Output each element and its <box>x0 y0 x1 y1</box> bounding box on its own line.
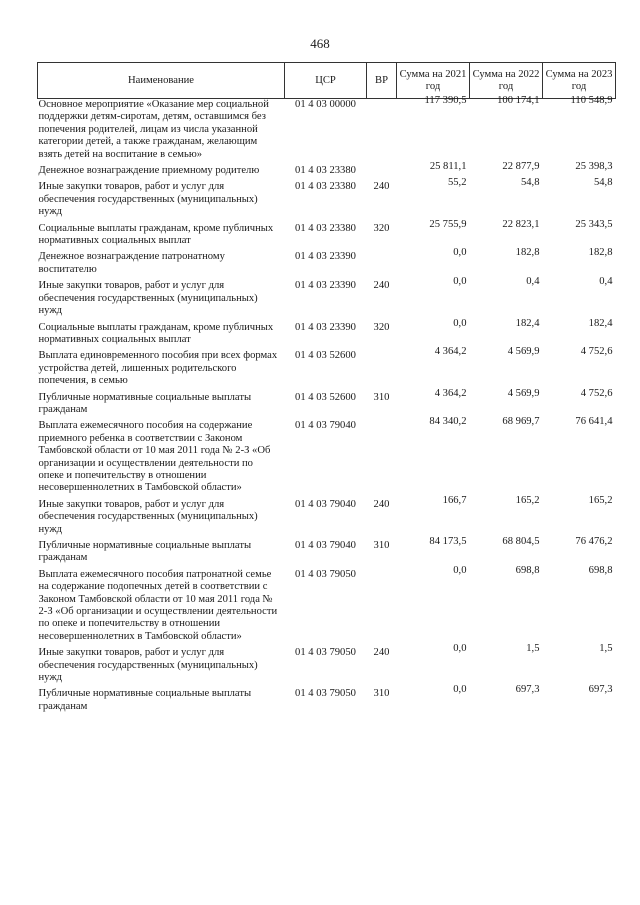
row-sum-2022: 0,4 <box>526 276 540 288</box>
row-name: Публичные нормативные социальные выплаты гражданам <box>38 540 252 564</box>
row-sum-2022: 22 877,9 <box>502 161 540 173</box>
row-sum-2021: 84 173,5 <box>429 536 467 547</box>
header-sum-2021: Сумма на 2021 год <box>397 63 470 99</box>
row-csr: 01 4 03 23390 <box>295 251 356 263</box>
row-sum-2022: 22 823,1 <box>502 218 540 230</box>
row-sum-2021: 166,7 <box>442 494 467 506</box>
row-sum-2021: 4 364,2 <box>434 346 467 358</box>
row-name: Денежное вознаграждение патронатному воспитателю <box>38 251 225 275</box>
row-sum-2023: 25 343,5 <box>575 218 613 230</box>
row-csr: 01 4 03 52600 <box>295 391 356 403</box>
row-sum-2021: 55,2 <box>447 177 467 189</box>
row-name: Социальные выплаты гражданам, кроме публичных нормативных социальных выплат <box>38 321 274 345</box>
row-sum-2023: 54,8 <box>593 177 613 189</box>
row-sum-2022: 1,5 <box>526 643 540 655</box>
header-name: Наименование <box>38 63 285 99</box>
row-csr: 01 4 03 79050 <box>295 688 356 700</box>
row-csr: 01 4 03 00000 <box>295 99 356 110</box>
row-sum-2023: 110 548,9 <box>570 95 613 106</box>
table-row <box>38 181 616 222</box>
row-csr: 01 4 03 79050 <box>295 568 356 580</box>
row-vr: 240 <box>373 181 390 193</box>
row-sum-2022: 100 174,1 <box>497 95 540 106</box>
row-vr: 240 <box>373 647 390 659</box>
row-name: Иные закупки товаров, работ и услуг для обеспечения государственных (муниципальных) нужд <box>38 647 258 684</box>
row-sum-2022: 68 969,7 <box>502 416 540 428</box>
row-sum-2021: 25 755,9 <box>429 218 467 230</box>
row-sum-2021: 25 811,1 <box>429 161 467 173</box>
row-sum-2023: 182,4 <box>588 317 613 329</box>
row-sum-2023: 4 752,6 <box>580 387 613 399</box>
header-vr: ВР <box>367 63 397 99</box>
table-row <box>38 350 616 391</box>
row-sum-2023: 697,3 <box>588 684 613 696</box>
row-vr <box>367 165 397 181</box>
row-sum-2021: 0,0 <box>453 684 467 696</box>
table-row <box>38 569 616 647</box>
row-csr: 01 4 03 23380 <box>295 222 356 234</box>
row-csr: 01 4 03 23380 <box>295 165 356 177</box>
row-vr: 320 <box>373 321 390 333</box>
row-vr: 310 <box>373 540 390 551</box>
row-sum-2021: 0,0 <box>453 317 467 329</box>
row-csr: 01 4 03 23380 <box>295 181 356 193</box>
row-name: Публичные нормативные социальные выплаты гражданам <box>38 391 252 415</box>
row-csr: 01 4 03 52600 <box>295 350 356 362</box>
row-csr: 01 4 03 79040 <box>295 498 356 510</box>
row-vr <box>367 569 397 647</box>
table-row <box>38 688 616 717</box>
row-name: Иные закупки товаров, работ и услуг для обеспечения государственных (муниципальных) нужд <box>38 181 258 218</box>
row-name: Выплата ежемесячного пособия патронатной семье на содержание подопечных детей в соответствии с Законом Тамбовской области от 10 мая 2011 года № 2-З «Об организации и осуществлении деятельности по опеке и попечительству в отношении несовершеннолетних в Тамбовской области» <box>38 568 278 642</box>
row-vr: 240 <box>373 280 390 292</box>
row-sum-2023: 76 641,4 <box>575 416 613 428</box>
row-sum-2022: 4 569,9 <box>507 387 540 399</box>
row-sum-2021: 84 340,2 <box>429 416 467 428</box>
row-sum-2022: 4 569,9 <box>507 346 540 358</box>
header-sum-2022: Сумма на 2022 год <box>470 63 543 99</box>
row-vr: 240 <box>373 498 390 510</box>
row-name: Денежное вознаграждение приемному родителю <box>38 165 260 177</box>
row-sum-2022: 697,3 <box>515 684 540 696</box>
row-sum-2023: 25 398,3 <box>575 161 613 173</box>
row-sum-2021: 117 390,5 <box>424 95 467 106</box>
row-name: Иные закупки товаров, работ и услуг для обеспечения государственных (муниципальных) нужд <box>38 498 258 535</box>
row-sum-2023: 1,5 <box>599 643 613 655</box>
row-sum-2022: 68 804,5 <box>502 536 540 547</box>
header-csr: ЦСР <box>285 63 367 99</box>
budget-table <box>37 62 616 717</box>
row-sum-2022: 182,4 <box>515 317 540 329</box>
row-sum-2021: 4 364,2 <box>434 387 467 399</box>
row-vr <box>367 251 397 280</box>
row-sum-2022: 54,8 <box>520 177 540 189</box>
row-sum-2023: 4 752,6 <box>580 346 613 358</box>
row-name: Выплата единовременного пособия при всех формах устройства детей, лишенных родительского попечения, в семью <box>38 350 278 387</box>
row-sum-2021: 0,0 <box>453 643 467 655</box>
row-sum-2022: 165,2 <box>515 494 540 506</box>
row-sum-2023: 165,2 <box>588 494 613 506</box>
header-sum-2023: Сумма на 2023 год <box>543 63 616 99</box>
row-sum-2023: 182,8 <box>588 247 613 259</box>
row-sum-2023: 698,8 <box>588 564 613 576</box>
row-sum-2023: 76 476,2 <box>575 536 613 547</box>
row-name: Выплата ежемесячного пособия на содержание приемного ребенка в соответствии с Законом Тамбовской области от 10 мая 2011 года № 2-З «Об организации и осуществлении деятельности по опеке и попечительству в отношении несовершеннолетних в Тамбовской области» <box>38 420 271 494</box>
page-number: 468 <box>310 36 330 51</box>
row-vr: 310 <box>373 688 390 700</box>
row-csr: 01 4 03 79040 <box>295 420 356 432</box>
row-sum-2022: 182,8 <box>515 247 540 259</box>
row-vr: 320 <box>373 222 390 234</box>
row-sum-2021: 0,0 <box>453 247 467 259</box>
table-row <box>38 647 616 688</box>
row-csr: 01 4 03 23390 <box>295 280 356 292</box>
table-row <box>38 280 616 321</box>
row-sum-2022: 698,8 <box>515 564 540 576</box>
row-sum-2021: 0,0 <box>453 564 467 576</box>
row-name: Иные закупки товаров, работ и услуг для обеспечения государственных (муниципальных) нужд <box>38 280 258 317</box>
table-row <box>38 499 616 540</box>
row-csr: 01 4 03 79050 <box>295 647 356 659</box>
row-vr: 310 <box>373 391 390 403</box>
row-vr <box>367 99 397 166</box>
table-row <box>38 420 616 498</box>
row-name: Основное мероприятие «Оказание мер социальной поддержки детям-сиротам, детям, оставшимся без попечения родителей, лицам из числа указанной категории детей, а также гражданам, желающим взять детей на воспитание в семью» <box>38 99 269 160</box>
row-sum-2021: 0,0 <box>453 276 467 288</box>
row-vr <box>367 420 397 498</box>
row-sum-2023: 0,4 <box>599 276 613 288</box>
row-vr <box>367 350 397 391</box>
row-csr: 01 4 03 23390 <box>295 321 356 333</box>
row-name: Публичные нормативные социальные выплаты гражданам <box>38 688 252 712</box>
table-row <box>38 99 616 166</box>
row-csr: 01 4 03 79040 <box>295 540 356 551</box>
table-header-row <box>38 63 616 99</box>
row-name: Социальные выплаты гражданам, кроме публичных нормативных социальных выплат <box>38 222 274 247</box>
